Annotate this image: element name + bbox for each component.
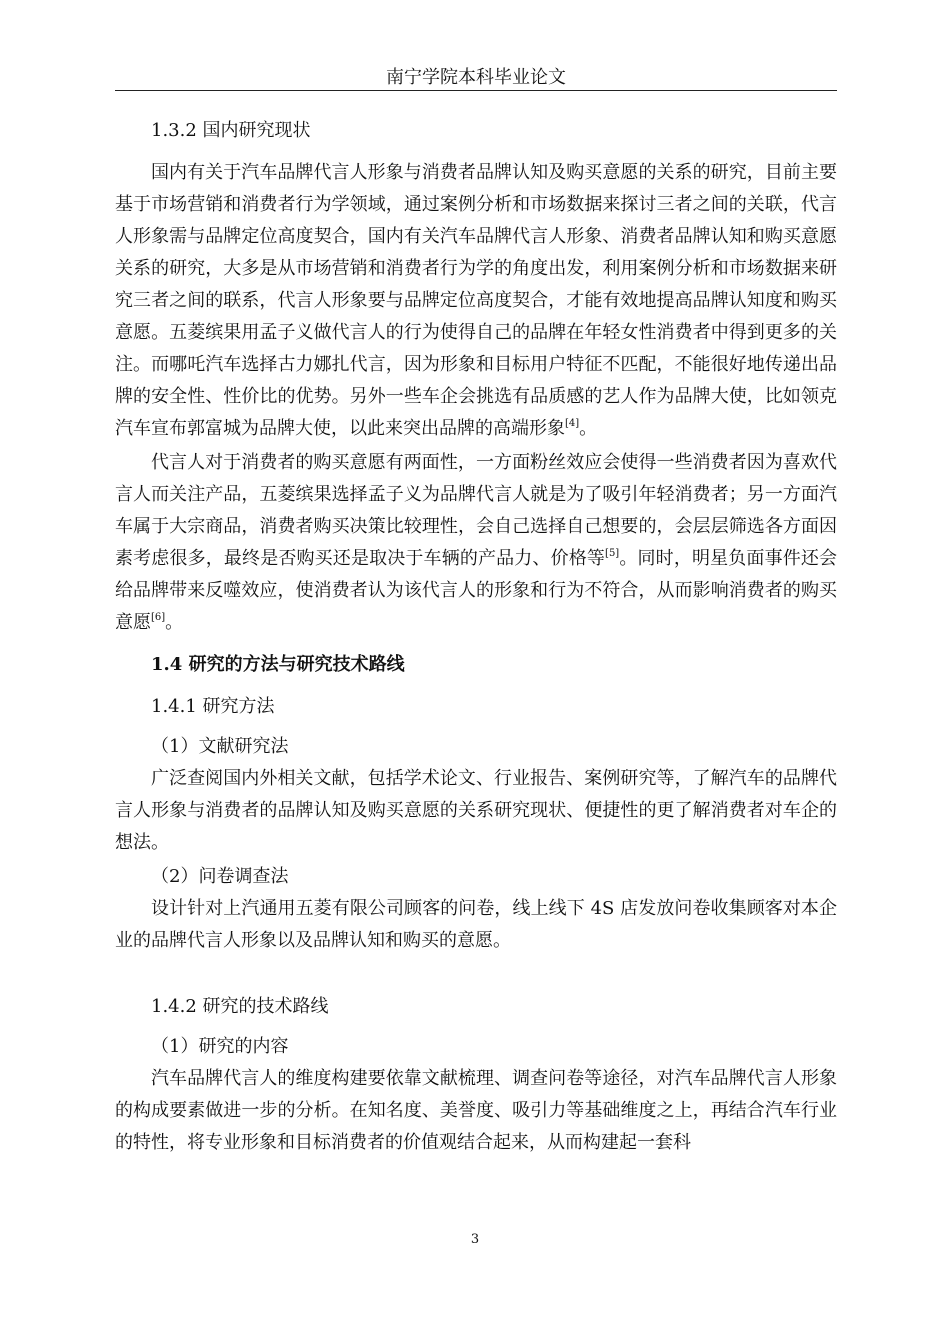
paragraph-end: 。 bbox=[579, 418, 598, 439]
page-body bbox=[115, 113, 837, 1161]
citation-5: [5] bbox=[605, 548, 620, 559]
section-1-4-1-heading: 1.4.1 研究方法 bbox=[151, 696, 275, 717]
citation-6: [6] bbox=[151, 612, 166, 623]
method-2-title: （2）问卷调查法 bbox=[151, 866, 289, 887]
section-1-4-2-heading: 1.4.2 研究的技术路线 bbox=[151, 996, 329, 1017]
section-1-3-2-paragraph-1 bbox=[115, 157, 837, 445]
method-1-text: 广泛查阅国内外相关文献，包括学术论文、行业报告、案例研究等，了解汽车的品牌代言人形象与消费者的品牌认知及购买意愿的关系研究现状、便捷性的更了解消费者对车企的想法。 bbox=[115, 768, 837, 853]
method-2-text: 设计针对上汽通用五菱有限公司顾客的问卷，线上线下 4S 店发放问卷收集顾客对本企业的品牌代言人形象以及品牌认知和购买的意愿。 bbox=[115, 898, 837, 951]
route-1-title: （1）研究的内容 bbox=[151, 1036, 289, 1057]
method-1-title: （1）文献研究法 bbox=[151, 736, 289, 757]
paragraph-text-cont: 。同时，明星负面事件还会给品牌带来反噬效应，使消费者认为该代言人的形象和行为不符合，从而影响消费者的购买意愿 bbox=[115, 548, 838, 633]
header-rule bbox=[115, 90, 837, 91]
section-1-3-2-paragraph-2 bbox=[115, 447, 837, 639]
paragraph-text: 代言人对于消费者的购买意愿有两面性，一方面粉丝效应会使得一些消费者因为喜欢代言人而关注产品，五菱缤果选择孟子义为品牌代言人就是为了吸引年轻消费者；另一方面汽车属于大宗商品，消费者购买决策比较理性，会自己选择自己想要的，会层层筛选各方面因素考虑很多，最终是否购买还是取决于车辆的产品力、价格等 bbox=[115, 452, 837, 569]
citation-4: [4] bbox=[565, 418, 580, 429]
section-1-3-2-heading: 1.3.2 国内研究现状 bbox=[151, 120, 311, 141]
paragraph-end: 。 bbox=[165, 612, 184, 633]
route-1-text: 汽车品牌代言人的维度构建要依靠文献梳理、调查问卷等途径，对汽车品牌代言人形象的构成要素做进一步的分析。在知名度、美誉度、吸引力等基础维度之上，再结合汽车行业的特性，将专业形象和目标消费者的价值观结合起来，从而构建起一套科 bbox=[115, 1068, 837, 1153]
page-number: 3 bbox=[470, 1232, 480, 1247]
paragraph-text: 国内有关于汽车品牌代言人形象与消费者品牌认知及购买意愿的关系的研究，目前主要基于市场营销和消费者行为学领域，通过案例分析和市场数据来探讨三者之间的关联，代言人形象需与品牌定位高度契合，国内有关汽车品牌代言人形象、消费者品牌认知和购买意愿关系的研究，大多是从市场营销和消费者行为学的角度出发，利用案例分析和市场数据来研究三者之间的联系，代言人形象要与品牌定位高度契合，才能有效地提高品牌认知度和购买意愿。五菱缤果用孟子义做代言人的行为使得自己的品牌在年轻女性消费者中得到更多的关注。而哪吒汽车选择古力娜扎代言，因为形象和目标用户特征不匹配，不能很好地传递出品牌的安全性、性价比的优势。另外一些车企会挑选有品质感的艺人作为品牌大使，比如领克汽车宣布郭富城为品牌大使，以此来突出品牌的高端形象 bbox=[115, 162, 837, 439]
section-1-4-heading: 1.4 研究的方法与研究技术路线 bbox=[151, 654, 405, 675]
running-header: 南宁学院本科毕业论文 bbox=[386, 67, 566, 88]
